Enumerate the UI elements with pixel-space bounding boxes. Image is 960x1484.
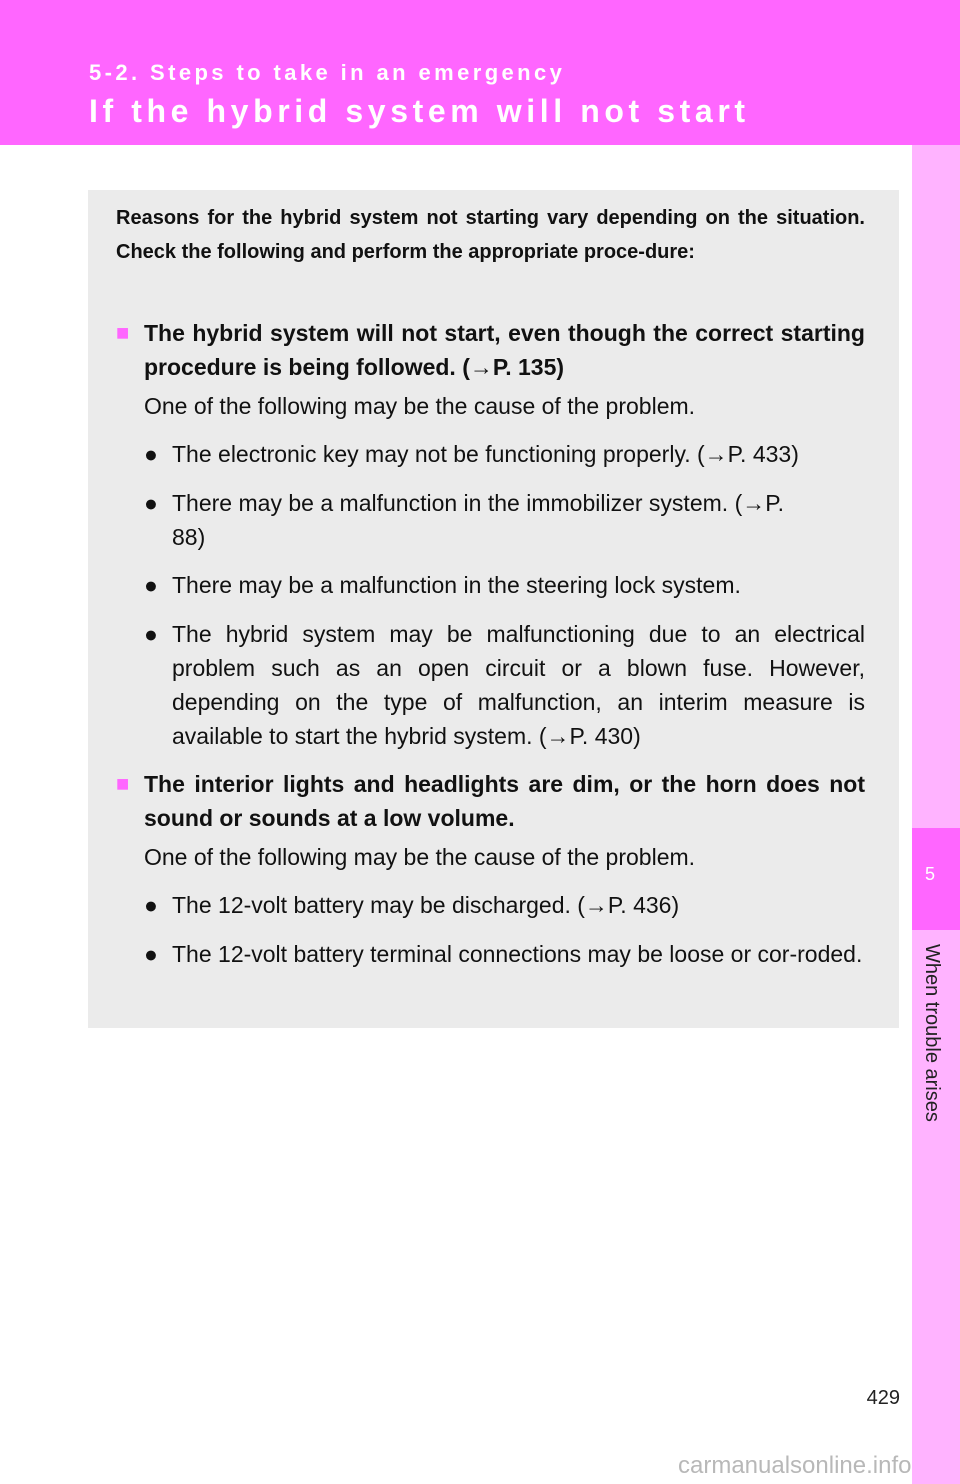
list-item-text: The 12-volt battery may be discharged. (→P. 436) <box>172 892 680 918</box>
list-item <box>144 568 865 602</box>
section-label: 5-2. Steps to take in an emergency <box>89 60 566 85</box>
page-number: 429 <box>866 1387 900 1409</box>
watermark: carmanualsonline.info <box>678 1452 912 1479</box>
list-item <box>144 617 865 753</box>
section-lead: One of the following may be the cause of the problem. <box>144 844 696 870</box>
circle-bullet-icon: ● <box>144 441 158 467</box>
list-item-text: There may be a malfunction in the steering lock system. <box>172 572 741 598</box>
square-bullet-icon: ■ <box>116 320 130 345</box>
list-item-text: The 12-volt battery terminal connections may be loose or cor-roded. <box>172 941 863 967</box>
chapter-name: When trouble arises <box>921 944 943 1122</box>
circle-bullet-icon: ● <box>144 621 158 647</box>
list-item-text: The hybrid system may be malfunctioning due to an electrical problem such as an open circuit or a blown fuse. However, depending on the type of malfunction, an interim measure is available to start the hybrid system. (→P. 430) <box>172 621 865 749</box>
chapter-number: 5 <box>924 864 935 884</box>
list-item-text: There may be a malfunction in the immobilizer system. (→P. 88) <box>172 490 784 550</box>
side-strip <box>912 145 960 1484</box>
section-heading-text: The interior lights and headlights are dim, or the horn does not sound or sounds at a low volume. <box>144 771 865 831</box>
page-title: If the hybrid system will not start <box>89 93 750 129</box>
square-bullet-icon: ■ <box>116 771 130 796</box>
section-heading-text: The hybrid system will not start, even though the correct starting procedure is being followed. (→P. 135) <box>144 320 865 380</box>
list-item <box>144 888 865 922</box>
section-lead: One of the following may be the cause of the problem. <box>144 393 696 419</box>
list-item <box>144 486 784 554</box>
list-item <box>144 437 865 471</box>
circle-bullet-icon: ● <box>144 941 158 967</box>
circle-bullet-icon: ● <box>144 892 158 918</box>
intro-text: Reasons for the hybrid system not starting vary depending on the situation. Check the following and perform the appropriate proce-dure: <box>116 207 865 263</box>
section-heading <box>116 316 865 384</box>
circle-bullet-icon: ● <box>144 572 158 598</box>
circle-bullet-icon: ● <box>144 490 158 516</box>
list-item <box>144 937 865 971</box>
list-item-text: The electronic key may not be functioning properly. (→P. 433) <box>172 441 799 467</box>
section-heading <box>116 767 865 835</box>
